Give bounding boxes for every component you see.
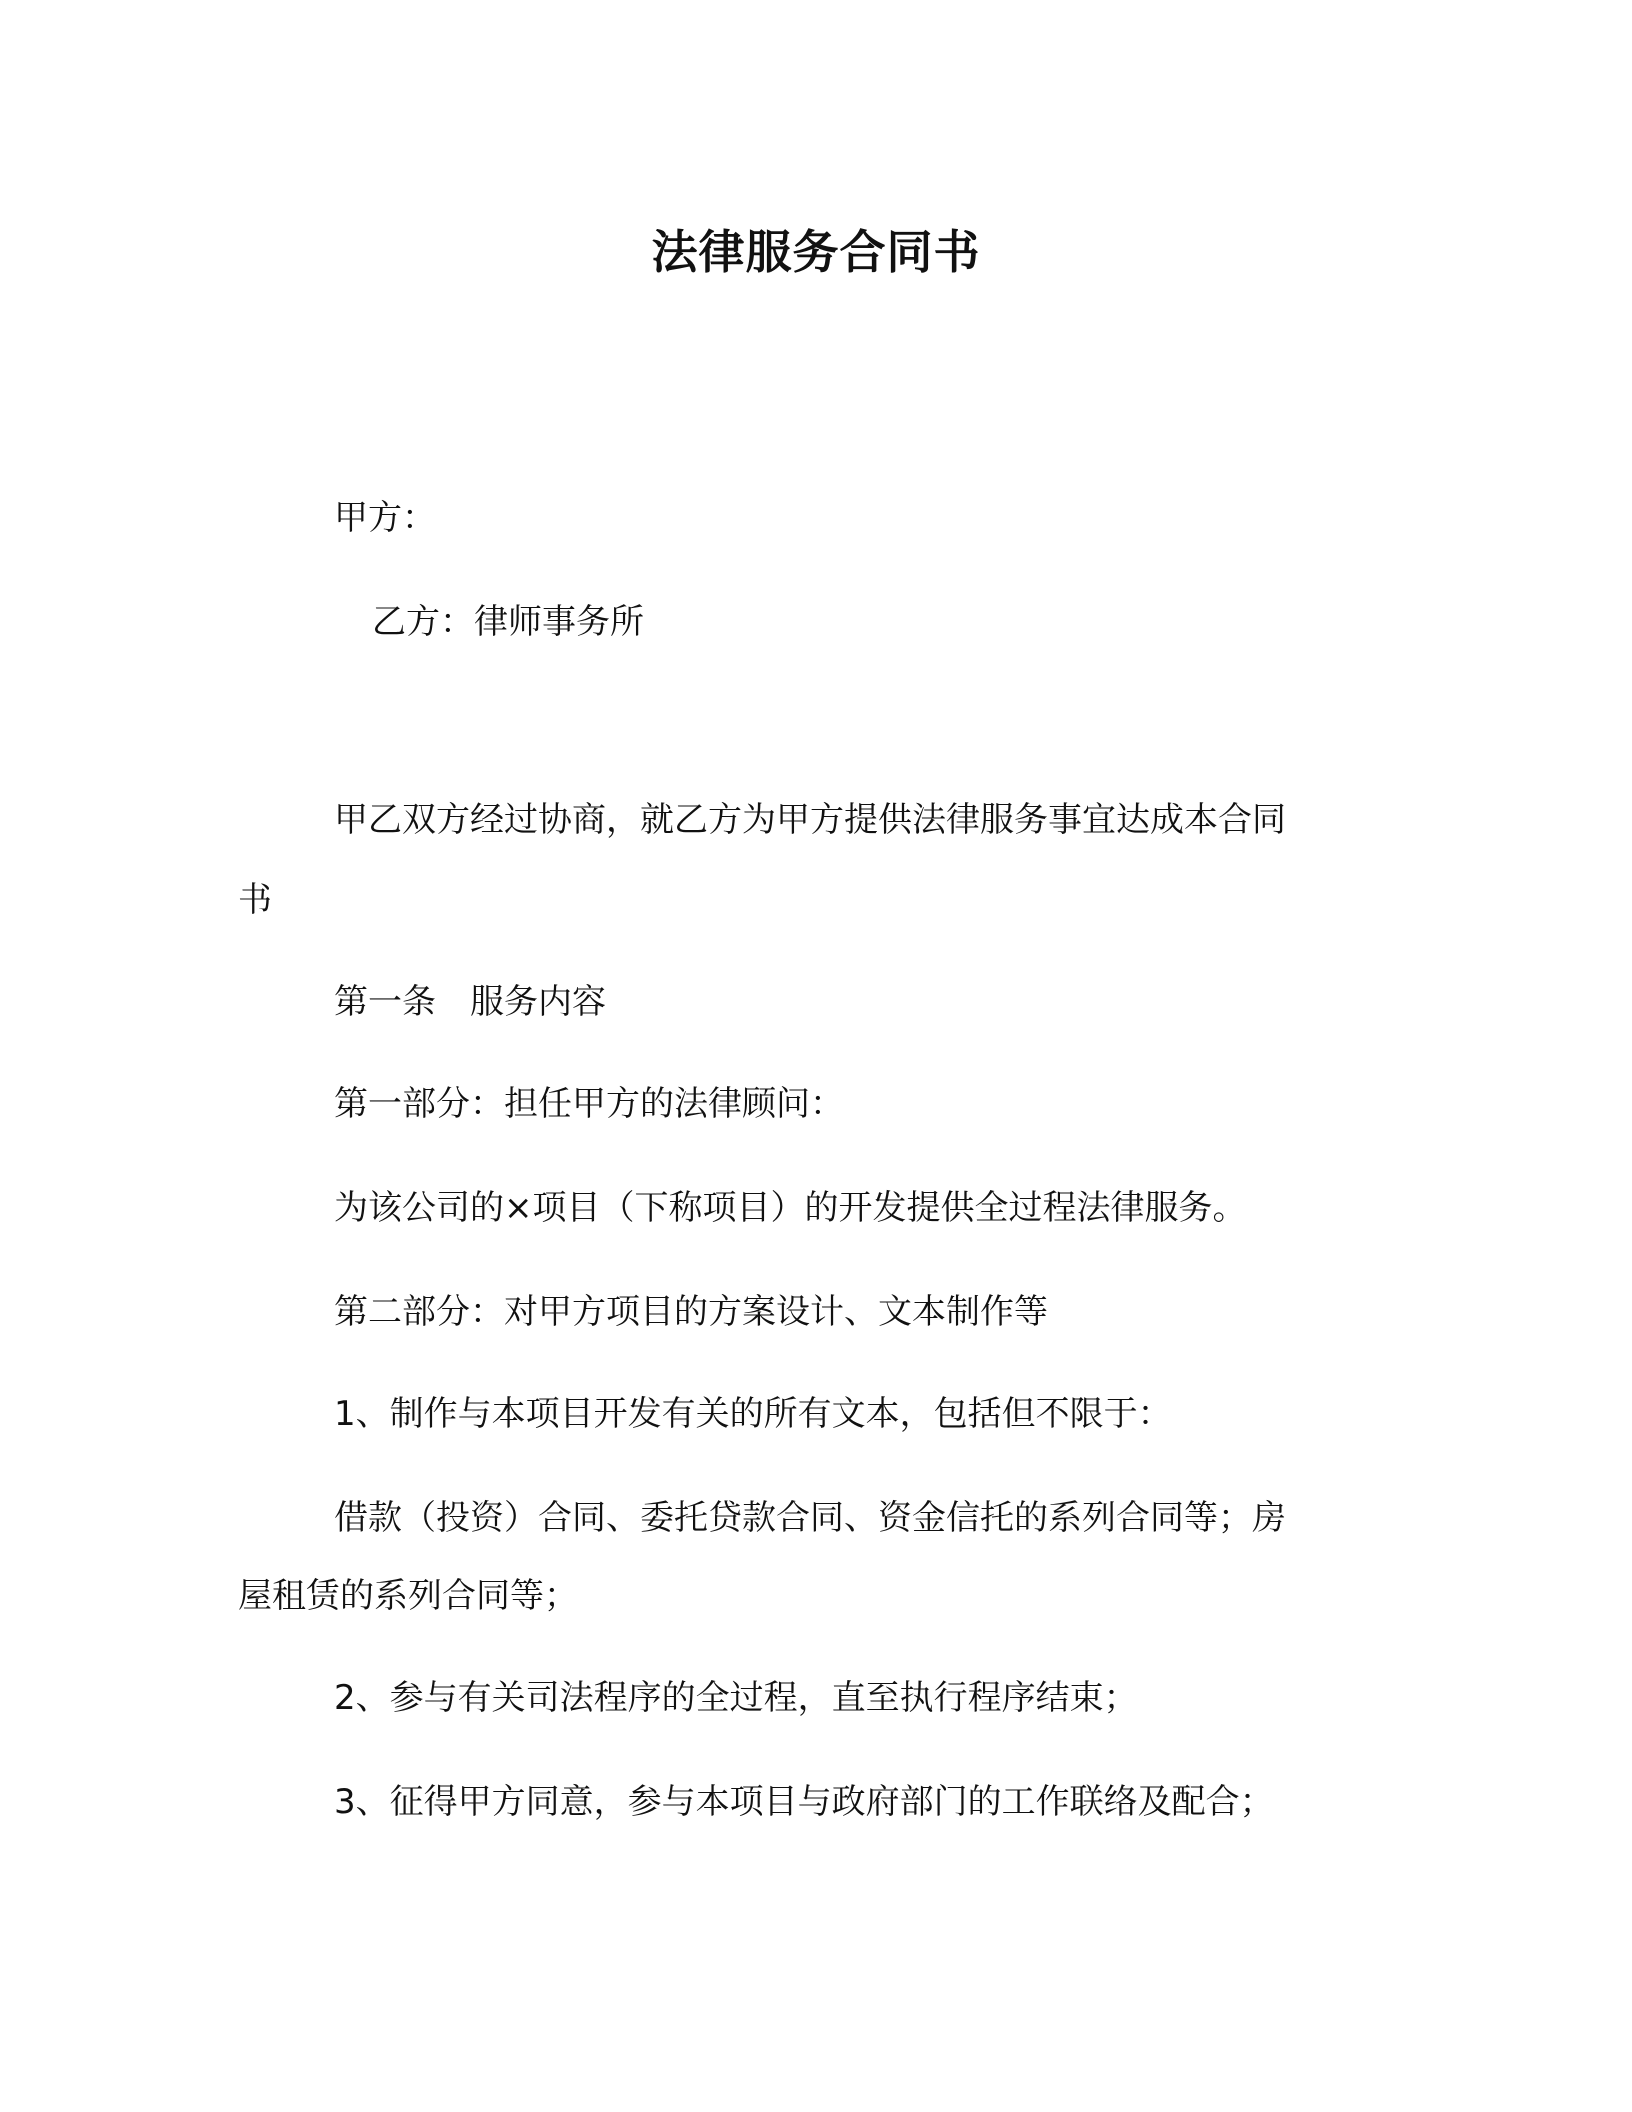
- part-2-heading: 第二部分：对甲方项目的方案设计、文本制作等: [334, 1292, 1048, 1332]
- intro-paragraph-line-1: 甲乙双方经过协商，就乙方为甲方提供法律服务事宜达成本合同: [334, 800, 1286, 840]
- part-1-heading: 第一部分：担任甲方的法律顾问：: [334, 1084, 844, 1124]
- list-item-2: 2、参与有关司法程序的全过程，直至执行程序结束；: [334, 1678, 1138, 1718]
- list-item-1-detail-line-2: 屋租赁的系列合同等；: [238, 1576, 578, 1616]
- list-item-1-detail-line-1: 借款（投资）合同、委托贷款合同、资金信托的系列合同等；房: [334, 1498, 1286, 1538]
- party-b-line: 乙方：律师事务所: [372, 602, 644, 642]
- intro-paragraph-line-2: 书: [238, 880, 272, 920]
- list-item-1: 1、制作与本项目开发有关的所有文本，包括但不限于：: [334, 1394, 1172, 1434]
- list-item-3: 3、征得甲方同意，参与本项目与政府部门的工作联络及配合；: [334, 1782, 1274, 1822]
- part-1-body: 为该公司的×项目（下称项目）的开发提供全过程法律服务。: [334, 1188, 1247, 1228]
- document-title: 法律服务合同书: [651, 225, 981, 279]
- party-a-line: 甲方：: [334, 498, 436, 538]
- article-1-heading: 第一条 服务内容: [334, 982, 606, 1022]
